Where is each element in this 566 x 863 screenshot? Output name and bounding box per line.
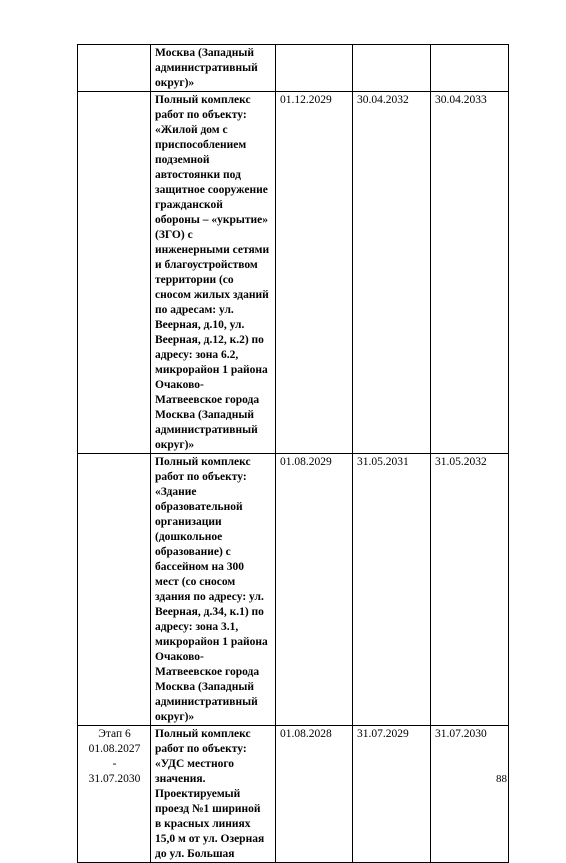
text-line: Проектируемый	[155, 788, 241, 800]
text-line: (ЗГО) с	[155, 229, 193, 241]
text-line: микрорайон 1 района	[155, 364, 268, 376]
work-description-cell	[151, 45, 276, 92]
text-line: Полный комплекс	[155, 456, 251, 468]
text-line: организации	[155, 516, 222, 528]
text-line: Москва (Западный	[155, 409, 254, 421]
end-date-cell: 30.04.2032	[353, 92, 431, 454]
text-line: административный	[155, 62, 258, 74]
start-date-cell: 01.12.2029	[276, 92, 353, 454]
text-line: территории (со	[155, 274, 234, 286]
text-line: административный	[155, 696, 258, 708]
text-line: Москва (Западный	[155, 47, 254, 59]
text-line: адресу: зона 3.1,	[155, 621, 239, 633]
start-date-cell: 01.08.2028	[276, 726, 353, 863]
table-row	[78, 726, 509, 863]
work-description-cell	[151, 454, 276, 726]
text-line: автостоянки под	[155, 169, 241, 181]
text-line: Веерная, д.10, ул.	[155, 319, 245, 331]
text-line: защитное сооружение	[155, 184, 268, 196]
work-description-cell	[151, 92, 276, 454]
text-line: Полный комплекс	[155, 94, 251, 106]
text-line: образовательной	[155, 501, 243, 513]
text-line: 15,0 м от ул. Озерная	[155, 833, 265, 845]
table-row	[78, 92, 509, 454]
start-date-cell: 01.08.2029	[276, 454, 353, 726]
text-line: Очаково-	[155, 651, 204, 663]
text-line: в красных линиях	[155, 818, 251, 830]
stage-end-date: 31.07.2030	[88, 773, 141, 785]
text-line: по адресам: ул.	[155, 304, 234, 316]
stage-cell	[78, 92, 151, 454]
text-line: работ по объекту:	[155, 109, 247, 121]
text-line: инженерными сетями	[155, 244, 270, 256]
text-line: Очаково-	[155, 379, 204, 391]
stage-cell	[78, 454, 151, 726]
table-row	[78, 45, 509, 92]
stage-date-separator: -	[112, 758, 117, 770]
end-date-cell: 31.05.2031	[353, 454, 431, 726]
text-line: Полный комплекс	[155, 728, 251, 740]
text-line: бассейном на 300	[155, 561, 244, 573]
text-line: до ул. Большая	[155, 848, 235, 860]
stage-start-date: 01.08.2027	[88, 743, 141, 755]
text-line: Матвеевское города	[155, 394, 260, 406]
text-line: Веерная, д.12, к.2) по	[155, 334, 264, 346]
commission-date-cell: 30.04.2033	[431, 92, 509, 454]
text-line: гражданской	[155, 199, 223, 211]
text-line: обороны – «укрытие»	[155, 214, 268, 226]
text-line: работ по объекту:	[155, 743, 247, 755]
stage-cell	[78, 726, 151, 863]
commission-date-cell: 31.07.2030	[431, 726, 509, 863]
text-line: мест (со сносом	[155, 576, 236, 588]
text-line: сносом жилых зданий	[155, 289, 269, 301]
text-line: «УДС местного	[155, 758, 235, 770]
text-line: адресу: зона 6.2,	[155, 349, 239, 361]
commission-date-cell	[431, 45, 509, 92]
text-line: проезд №1 шириной	[155, 803, 261, 815]
end-date-cell: 31.07.2029	[353, 726, 431, 863]
text-line: подземной	[155, 154, 210, 166]
stage-label: Этап 6	[98, 728, 131, 740]
text-line: «Здание	[155, 486, 197, 498]
text-line: и благоустройством	[155, 259, 258, 271]
text-line: работ по объекту:	[155, 471, 247, 483]
start-date-cell	[276, 45, 353, 92]
commission-date-cell: 31.05.2032	[431, 454, 509, 726]
text-line: (дошкольное	[155, 531, 223, 543]
table-row	[78, 454, 509, 726]
text-line: микрорайон 1 района	[155, 636, 268, 648]
text-line: значения.	[155, 773, 206, 785]
page-number: 88	[496, 773, 507, 785]
text-line: образование) с	[155, 546, 231, 558]
text-line: административный	[155, 424, 258, 436]
work-description-cell	[151, 726, 276, 863]
text-line: округ)»	[155, 711, 195, 723]
end-date-cell	[353, 45, 431, 92]
text-line: округ)»	[155, 77, 195, 89]
text-line: приспособлением	[155, 139, 247, 151]
stage-cell	[78, 45, 151, 92]
text-line: Матвеевское города	[155, 666, 260, 678]
text-line: округ)»	[155, 439, 195, 451]
text-line: Москва (Западный	[155, 681, 254, 693]
text-line: Веерная, д.34, к.1) по	[155, 606, 264, 618]
text-line: «Жилой дом с	[155, 124, 228, 136]
schedule-table	[77, 44, 509, 863]
text-line: здания по адресу: ул.	[155, 591, 264, 603]
